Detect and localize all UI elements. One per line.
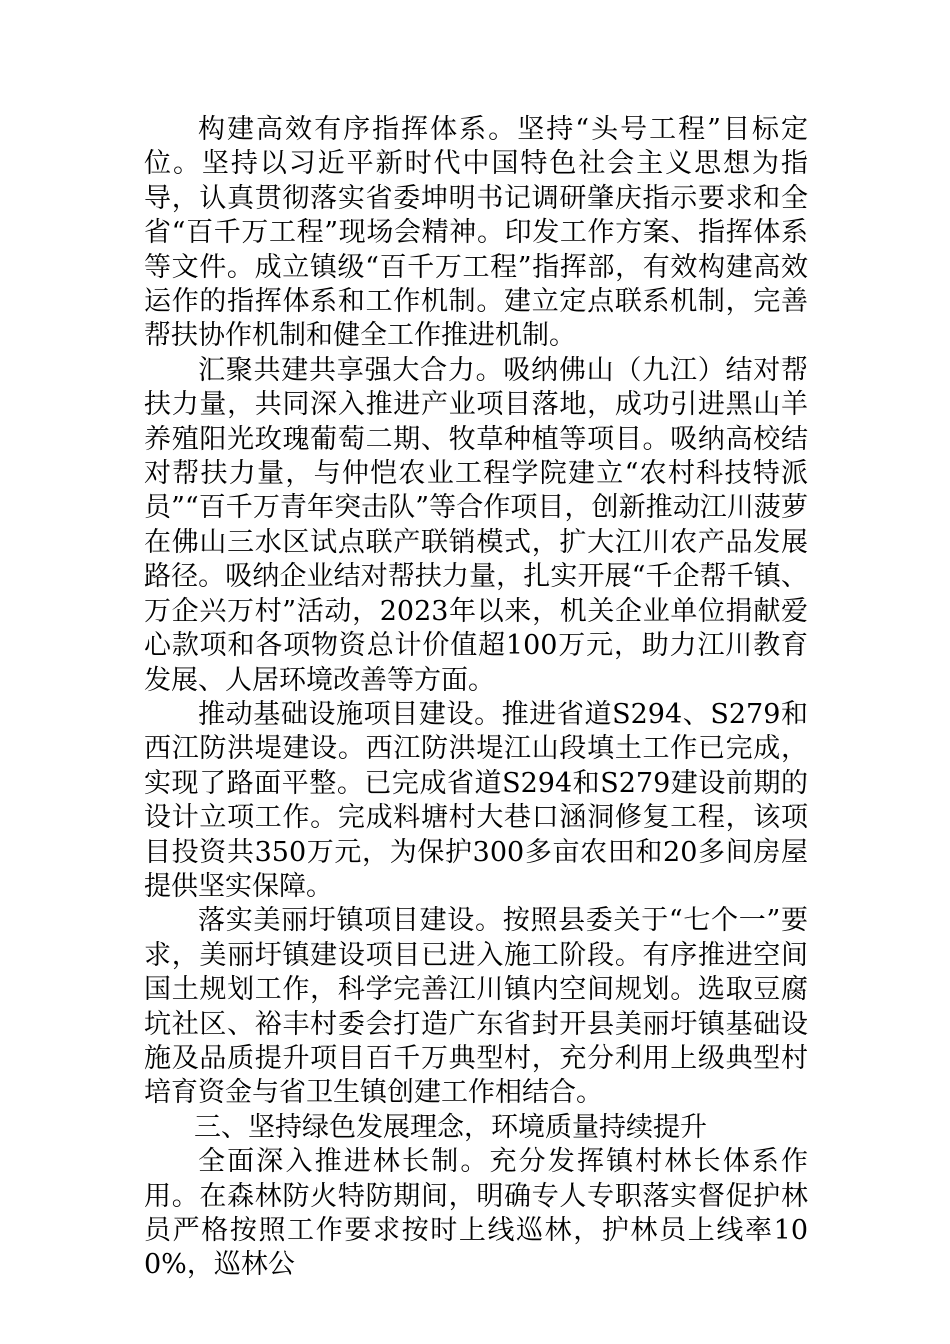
paragraph-command-system: 构建高效有序指挥体系。坚持“头号工程”目标定位。坚持以习近平新时代中国特色社会主义思想为指导，认真贯彻落实省委坤明书记调研肇庆指示要求和全省“百千万工程”现场会精神。印发工作方案、指挥体系等文件。成立镇级“百千万工程”指挥部，有效构建高效运作的指挥体系和工作机制。建立定点联系机制，完善帮扶协作机制和健全工作推进机制。 <box>144 114 808 352</box>
paragraph-joint-effort: 汇聚共建共享强大合力。吸纳佛山（九江）结对帮扶力量，共同深入推进产业项目落地，成功引进黑山羊养殖阳光玫瑰葡萄二期、牧草种植等项目。吸纳高校结对帮扶力量，与仲恺农业工程学院建立“农村科技特派员”“百千万青年突击队”等合作项目，创新推动江川菠萝在佛山三水区试点联产联销模式，扩大江川农产品发展路径。吸纳企业结对帮扶力量，扎实开展“千企帮千镇、万企兴万村”活动，2023年以来，机关企业单位捐献爱心款项和各项物资总计价值超100万元，助力江川教育发展、人居环境改善等方面。 <box>144 354 808 696</box>
paragraph-infrastructure: 推动基础设施项目建设。推进省道S294、S279和西江防洪堤建设。西江防洪堤江山段填土工作已完成，实现了路面平整。已完成省道S294和S279建设前期的设计立项工作。完成料塘村大巷口涵洞修复工程，该项目投资共350万元，为保护300多亩农田和20多间房屋提供坚实保障。 <box>144 698 808 902</box>
document-body <box>144 113 808 1283</box>
section-heading-green-development: 三、坚持绿色发展理念，环境质量持续提升 <box>194 1111 707 1143</box>
paragraph-forest-chief: 全面深入推进林长制。充分发挥镇村林长体系作用。在森林防火特防期间，明确专人专职落实督促护林员严格按照工作要求按时上线巡林，护林员上线率100%，巡林公 <box>144 1146 808 1281</box>
paragraph-beautiful-town: 落实美丽圩镇项目建设。按照县委关于“七个一”要求，美丽圩镇建设项目已进入施工阶段。有序推进空间国土规划工作，科学完善江川镇内空间规划。选取豆腐坑社区、裕丰村委会打造广东省封开县美丽圩镇基础设施及品质提升项目百千万典型村，充分利用上级典型村培育资金与省卫生镇创建工作相结合。 <box>144 905 808 1109</box>
